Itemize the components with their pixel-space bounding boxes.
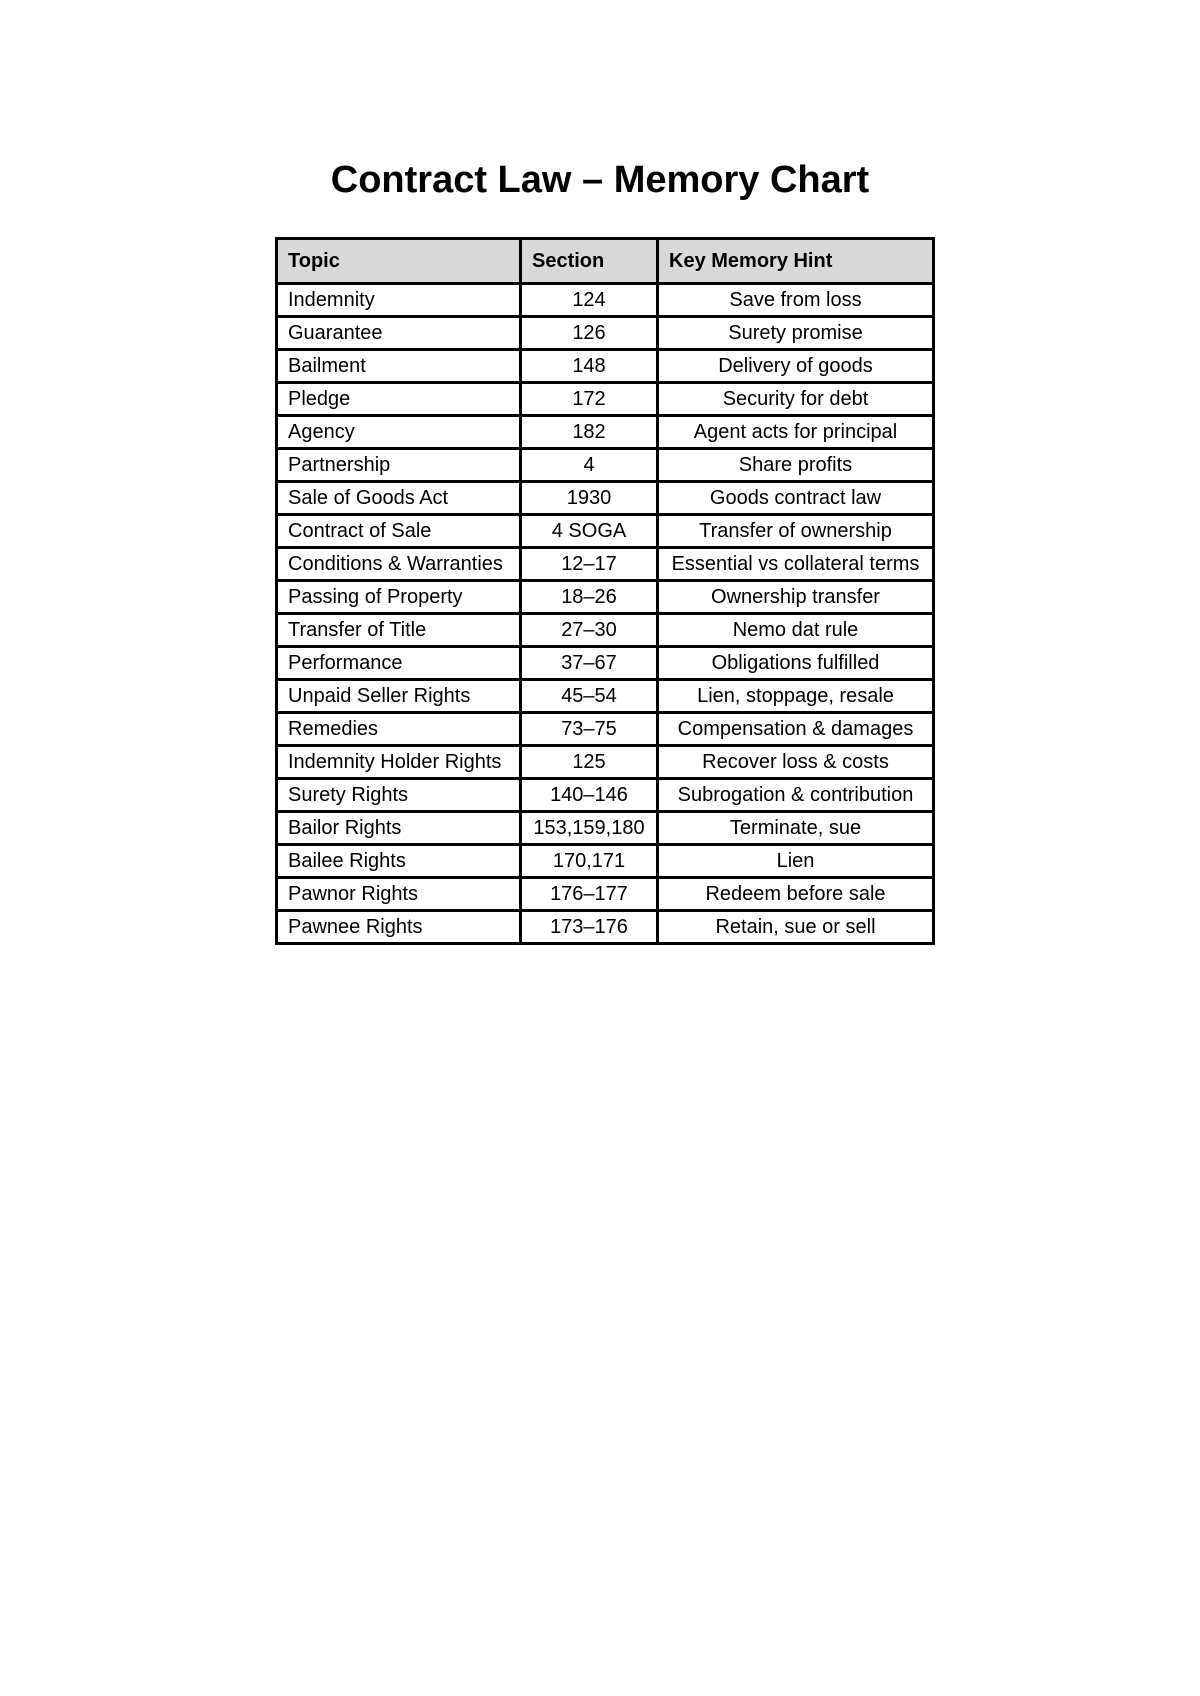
cell-topic: Guarantee [277, 317, 521, 350]
cell-section: 37–67 [521, 647, 658, 680]
cell-section: 73–75 [521, 713, 658, 746]
cell-hint: Ownership transfer [658, 581, 934, 614]
cell-section: 140–146 [521, 779, 658, 812]
table-row [277, 911, 934, 944]
cell-topic: Sale of Goods Act [277, 482, 521, 515]
table-row [277, 482, 934, 515]
cell-section: 125 [521, 746, 658, 779]
cell-section: 153,159,180 [521, 812, 658, 845]
cell-section: 12–17 [521, 548, 658, 581]
cell-topic: Contract of Sale [277, 515, 521, 548]
cell-hint: Lien [658, 845, 934, 878]
cell-section: 4 [521, 449, 658, 482]
cell-hint: Redeem before sale [658, 878, 934, 911]
cell-hint: Subrogation & contribution [658, 779, 934, 812]
cell-topic: Surety Rights [277, 779, 521, 812]
cell-hint: Essential vs collateral terms [658, 548, 934, 581]
cell-hint: Transfer of ownership [658, 515, 934, 548]
header-topic: Topic [277, 239, 521, 284]
cell-hint: Nemo dat rule [658, 614, 934, 647]
table-row [277, 449, 934, 482]
table-row [277, 383, 934, 416]
table-row [277, 878, 934, 911]
cell-hint: Terminate, sue [658, 812, 934, 845]
cell-section: 176–177 [521, 878, 658, 911]
table-row [277, 812, 934, 845]
header-row [277, 239, 934, 284]
cell-hint: Goods contract law [658, 482, 934, 515]
cell-hint: Recover loss & costs [658, 746, 934, 779]
cell-hint: Share profits [658, 449, 934, 482]
cell-hint: Save from loss [658, 284, 934, 317]
table-row [277, 548, 934, 581]
cell-hint: Delivery of goods [658, 350, 934, 383]
cell-hint: Surety promise [658, 317, 934, 350]
table-row [277, 845, 934, 878]
cell-topic: Indemnity Holder Rights [277, 746, 521, 779]
cell-topic: Transfer of Title [277, 614, 521, 647]
cell-topic: Partnership [277, 449, 521, 482]
cell-section: 27–30 [521, 614, 658, 647]
table-row [277, 779, 934, 812]
cell-topic: Agency [277, 416, 521, 449]
cell-section: 124 [521, 284, 658, 317]
header-key-memory-hint: Key Memory Hint [658, 239, 934, 284]
cell-topic: Bailor Rights [277, 812, 521, 845]
table-body [277, 284, 934, 944]
cell-topic: Passing of Property [277, 581, 521, 614]
cell-hint: Retain, sue or sell [658, 911, 934, 944]
cell-topic: Pawnor Rights [277, 878, 521, 911]
cell-hint: Lien, stoppage, resale [658, 680, 934, 713]
table-row [277, 680, 934, 713]
table-row [277, 416, 934, 449]
cell-hint: Compensation & damages [658, 713, 934, 746]
cell-topic: Unpaid Seller Rights [277, 680, 521, 713]
cell-section: 4 SOGA [521, 515, 658, 548]
cell-topic: Performance [277, 647, 521, 680]
cell-section: 172 [521, 383, 658, 416]
cell-section: 45–54 [521, 680, 658, 713]
cell-topic: Remedies [277, 713, 521, 746]
cell-section: 170,171 [521, 845, 658, 878]
header-section: Section [521, 239, 658, 284]
table-row [277, 581, 934, 614]
table-row [277, 515, 934, 548]
cell-hint: Security for debt [658, 383, 934, 416]
cell-section: 126 [521, 317, 658, 350]
cell-section: 173–176 [521, 911, 658, 944]
cell-hint: Agent acts for principal [658, 416, 934, 449]
table-row [277, 713, 934, 746]
cell-topic: Bailee Rights [277, 845, 521, 878]
cell-section: 148 [521, 350, 658, 383]
table-row [277, 350, 934, 383]
table-header [277, 239, 934, 284]
cell-section: 1930 [521, 482, 658, 515]
cell-topic: Indemnity [277, 284, 521, 317]
table-row [277, 317, 934, 350]
page-title: Contract Law – Memory Chart [330, 159, 870, 201]
cell-topic: Pawnee Rights [277, 911, 521, 944]
table-row [277, 647, 934, 680]
table-row [277, 614, 934, 647]
cell-topic: Conditions & Warranties [277, 548, 521, 581]
cell-section: 182 [521, 416, 658, 449]
table-row [277, 746, 934, 779]
cell-hint: Obligations fulfilled [658, 647, 934, 680]
memory-chart-table [275, 237, 935, 945]
cell-section: 18–26 [521, 581, 658, 614]
cell-topic: Pledge [277, 383, 521, 416]
table-row [277, 284, 934, 317]
cell-topic: Bailment [277, 350, 521, 383]
